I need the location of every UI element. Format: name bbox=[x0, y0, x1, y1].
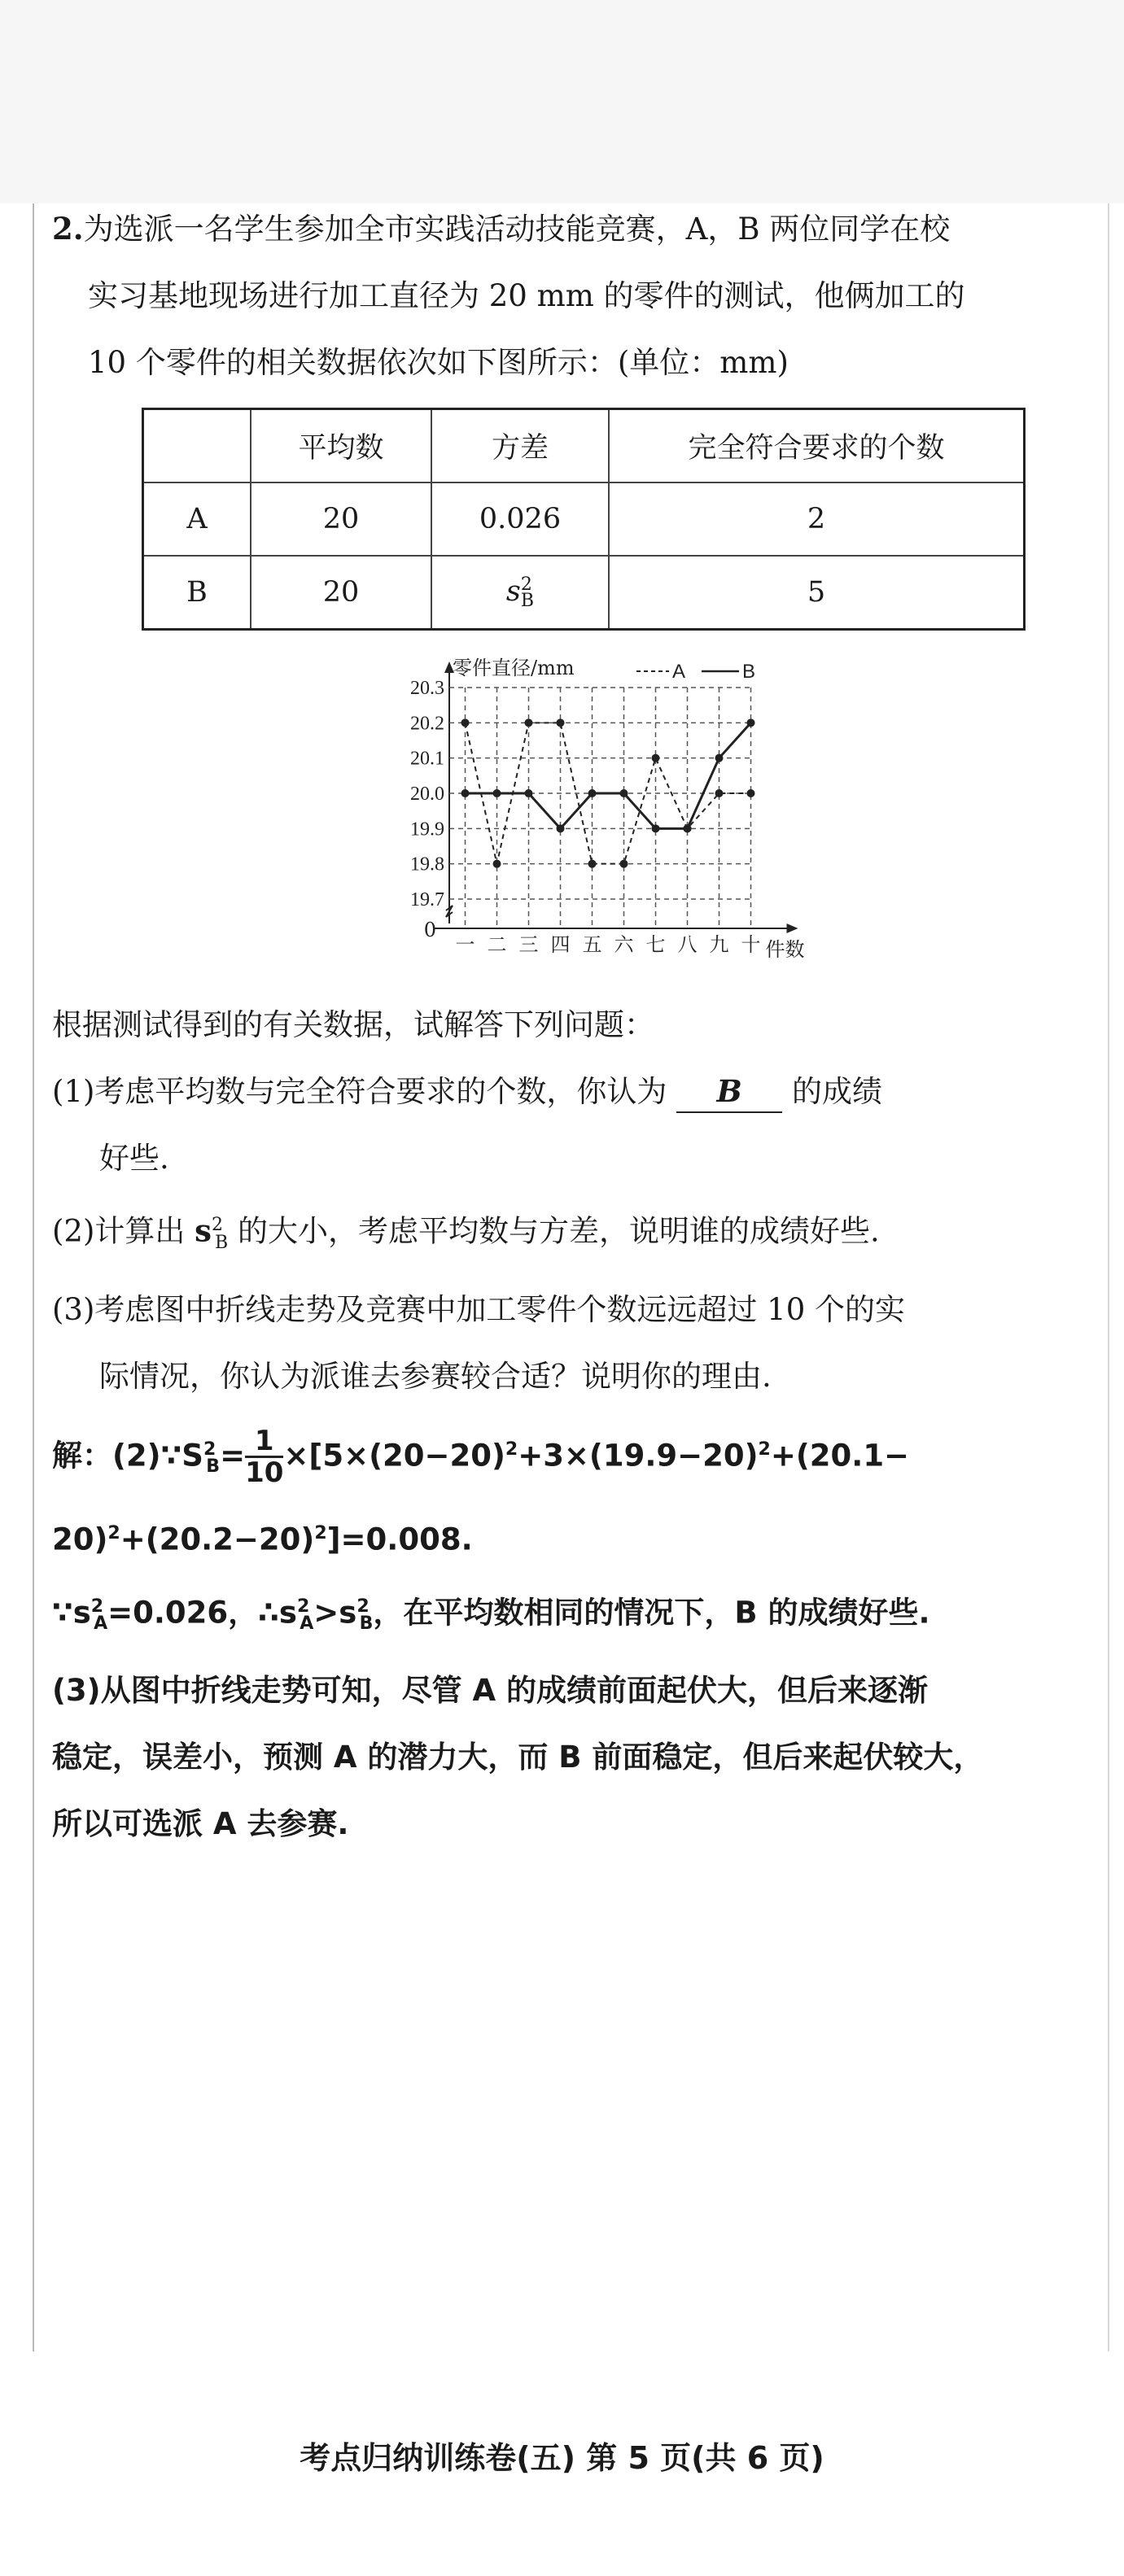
table-cell: A bbox=[143, 482, 251, 556]
data-point-a bbox=[557, 718, 565, 727]
data-point-a bbox=[652, 754, 660, 762]
solution-line-6: 所以可选派 A 去参赛. bbox=[52, 1806, 349, 1842]
chart-svg bbox=[392, 655, 848, 980]
table-cell: 20 bbox=[251, 482, 431, 556]
data-point-b bbox=[652, 824, 660, 832]
table-cell: 20 bbox=[251, 556, 431, 630]
x-tick-label: 八 bbox=[677, 933, 698, 956]
question-content bbox=[52, 195, 1086, 1858]
origin-label: 0 bbox=[423, 919, 436, 941]
y-axis-label: 零件直径/mm bbox=[453, 657, 575, 679]
part-3-line-1: (3)考虑图中折线走势及竞赛中加工零件个数远远超过 10 个的实 bbox=[52, 1291, 906, 1327]
table-header-cell: 平均数 bbox=[251, 409, 431, 483]
x-tick-label: 三 bbox=[518, 933, 539, 956]
part-1-line-1: (1)考虑平均数与完全符合要求的个数，你认为 B 的成绩 bbox=[52, 1059, 1086, 1125]
x-tick-label: 四 bbox=[550, 933, 571, 956]
part-1-line-2: 好些. bbox=[99, 1141, 169, 1176]
data-point-a bbox=[493, 860, 501, 868]
question-number: 2. bbox=[52, 211, 84, 247]
table-cell: B bbox=[143, 556, 251, 630]
data-point-a bbox=[461, 718, 470, 727]
answer-blank: B bbox=[676, 1071, 782, 1113]
table-cell: s 2 B bbox=[431, 556, 609, 630]
question-line-1: 2.为选派一名学生参加全市实践活动技能竞赛，A，B 两位同学在校 bbox=[52, 211, 951, 247]
x-tick-label: 九 bbox=[709, 933, 729, 956]
y-tick-label: 19.7 bbox=[410, 889, 444, 910]
data-point-b bbox=[715, 754, 724, 762]
y-tick-label: 20.1 bbox=[410, 748, 444, 770]
solution-line-5: 稳定，误差小，预测 A 的潜力大，而 B 前面稳定，但后来起伏较大， bbox=[52, 1740, 984, 1775]
y-tick-label: 19.9 bbox=[410, 819, 444, 840]
y-tick-label: 20.3 bbox=[410, 678, 444, 699]
table-cell: 2 bbox=[609, 482, 1025, 556]
solution-line-1: 解：$(2)\because S^2_B=$ $\frac{1}{10}$ $\times[5\times(20-20)^2+3\times(19.9-20)^2+(20.1-$ bbox=[52, 1425, 910, 1490]
solution-line-4: (3)从图中折线走势可知，尽管 A 的成绩前面起伏大，但后来逐渐 bbox=[52, 1673, 928, 1709]
data-point-b bbox=[747, 718, 755, 727]
page-top-band bbox=[0, 0, 1124, 203]
fraction: $\frac{1}{10}$ bbox=[245, 1425, 284, 1490]
table-row bbox=[143, 556, 1025, 630]
table-header-row bbox=[143, 409, 1025, 483]
table-row bbox=[143, 482, 1025, 556]
y-tick-label: 20.0 bbox=[410, 784, 444, 805]
solution-line-2: $20)^2+(20.2-20)^2]=0.008$. bbox=[52, 1522, 473, 1557]
question-line-3: 10 个零件的相关数据依次如下图所示：(单位：mm) bbox=[88, 345, 789, 380]
solution-block bbox=[52, 1417, 1086, 1858]
x-tick-label: 一 bbox=[455, 933, 475, 956]
y-tick-label: 20.2 bbox=[410, 713, 444, 735]
intro-text: 根据测试得到的有关数据，试解答下列问题： bbox=[52, 1007, 654, 1042]
table-header-cell bbox=[143, 409, 251, 483]
x-tick-label: 五 bbox=[582, 933, 602, 956]
table-header-cell: 完全符合要求的个数 bbox=[609, 409, 1025, 483]
axis-break-mark bbox=[446, 906, 453, 917]
x-tick-label: 七 bbox=[645, 933, 666, 956]
x-tick-label: 六 bbox=[614, 933, 634, 956]
data-point-b bbox=[493, 789, 501, 797]
data-point-b bbox=[557, 824, 565, 832]
data-point-b bbox=[461, 789, 470, 797]
table-cell: 0.026 bbox=[431, 482, 609, 556]
legend-label-b: B bbox=[742, 661, 756, 683]
data-point-b bbox=[588, 789, 597, 797]
x-tick-label: 十 bbox=[741, 933, 761, 956]
x-tick-label: 二 bbox=[487, 933, 507, 956]
data-point-a bbox=[620, 860, 628, 868]
x-axis-label: 件数 bbox=[765, 938, 805, 961]
data-point-b bbox=[525, 789, 533, 797]
data-point-a bbox=[747, 789, 755, 797]
data-point-a bbox=[525, 718, 533, 727]
table-header-cell: 方差 bbox=[431, 409, 609, 483]
solution-line-3: $\because s^2_A=0.026$，$\therefore s^2_A>s^2_B$，在平均数相同的情况下，B 的成绩好些. bbox=[52, 1595, 930, 1635]
right-margin-rule bbox=[1108, 203, 1109, 2351]
page-footer: 考点归纳训练卷(五) 第 5 页(共 6 页) bbox=[300, 2440, 824, 2476]
question-line-2: 实习基地现场进行加工直径为 20 mm 的零件的测试，他俩加工的 bbox=[88, 278, 965, 313]
data-point-b bbox=[620, 789, 628, 797]
series-line-b bbox=[466, 723, 751, 828]
line-chart bbox=[392, 655, 848, 980]
legend-label-a: A bbox=[672, 661, 686, 683]
data-point-b bbox=[684, 824, 692, 832]
data-point-a bbox=[715, 789, 724, 797]
x-axis-arrow bbox=[787, 923, 798, 933]
stats-table bbox=[142, 408, 1026, 631]
left-margin-rule bbox=[33, 203, 34, 2351]
y-tick-label: 19.8 bbox=[410, 854, 444, 875]
data-point-a bbox=[588, 860, 597, 868]
part-3-line-2: 际情况，你认为派谁去参赛较合适？说明你的理由. bbox=[99, 1358, 772, 1394]
part-2-line: (2)计算出 $s^2_B$ 的大小，考虑平均数与方差，说明谁的成绩好些. bbox=[52, 1212, 880, 1253]
table-cell: 5 bbox=[609, 556, 1025, 630]
